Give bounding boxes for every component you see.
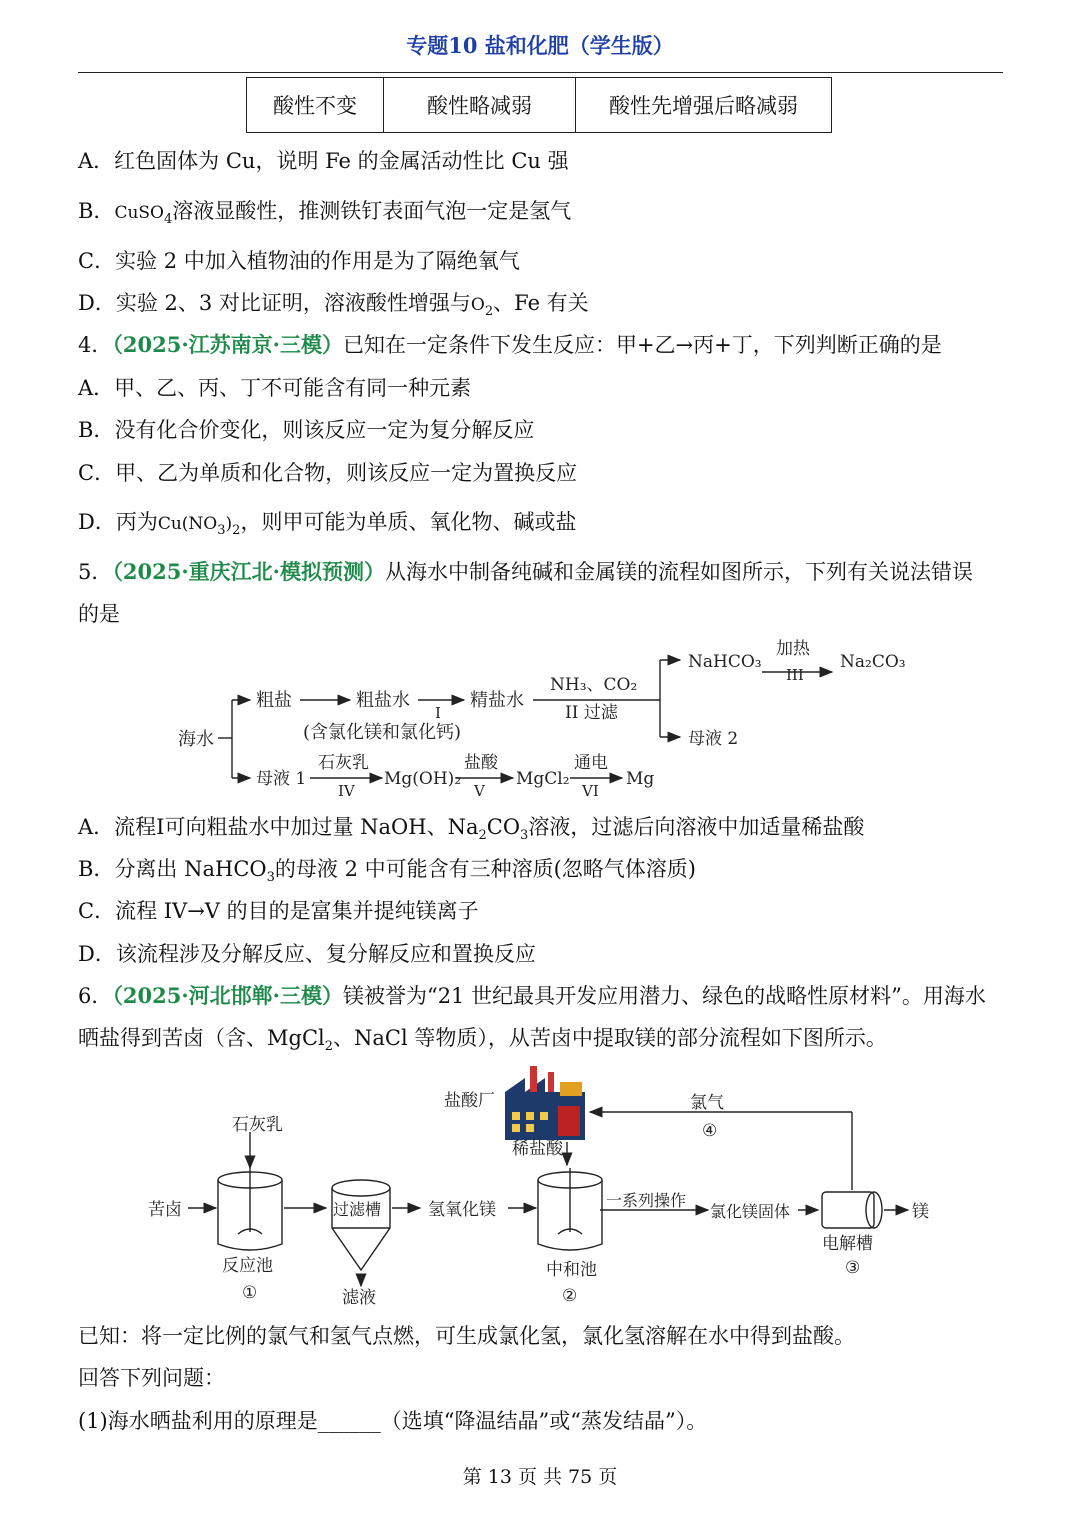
mg-hydroxide-label: 氢氧化镁 xyxy=(428,1200,496,1220)
step-1: I xyxy=(435,704,441,722)
table-cell: 酸性略减弱 xyxy=(384,78,576,133)
factory-label: 盐酸厂 xyxy=(444,1091,495,1111)
node-mg: Mg xyxy=(626,769,655,789)
q6-source: （2025·河北邯郸·三模） xyxy=(112,983,343,1008)
q3-option-c: C．实验 2 中加入植物油的作用是为了隔绝氧气 xyxy=(78,249,520,273)
q4-option-a: A．甲、乙、丙、丁不可能含有同一种元素 xyxy=(78,376,472,400)
step-5: V xyxy=(474,782,485,800)
header-rule xyxy=(78,72,1003,73)
chlorine-label: 氯气 xyxy=(690,1093,724,1113)
step-3-marker: ③ xyxy=(845,1258,861,1278)
step-4-marker: ④ xyxy=(702,1121,718,1141)
q6-known: 已知：将一定比例的氯气和氢气点燃，可生成氯化氢，氯化氢溶解在水中得到盐酸。 xyxy=(78,1324,855,1348)
q4-stem: 4．（2025·江苏南京·三模）已知在一定条件下发生反应：甲+乙→丙+丁，下列判断正确的是 xyxy=(78,332,942,357)
q4-option-b: B．没有化合价变化，则该反应一定为复分解反应 xyxy=(78,418,535,442)
reagents-nh3-co2: NH₃、CO₂ xyxy=(550,675,638,695)
q6-stem-cont: 晒盐得到苦卤（含、MgCl$_2$、NaCl 等物质），从苦卤中提取镁的部分流程如下图所示。 xyxy=(78,1026,887,1055)
page-title: 专题10 盐和化肥（学生版） xyxy=(406,33,674,58)
table-cell: 酸性先增强后略减弱 xyxy=(576,78,832,133)
node-mgoh2: Mg(OH)₂ xyxy=(384,769,462,789)
q5-stem-cont: 的是 xyxy=(78,602,120,626)
mgcl2-solid-label: 氯化镁固体 xyxy=(710,1202,791,1221)
q5-option-a: A．流程Ⅰ可向粗盐水中加过量 NaOH、$Na_2CO_3$溶液，过滤后向溶液中加适量稀盐酸 xyxy=(78,815,865,844)
filter-tank-label: 过滤槽 xyxy=(333,1200,382,1219)
node-crude-brine: 粗盐水 xyxy=(356,690,410,711)
electrolyzer-label: 电解槽 xyxy=(822,1234,873,1254)
node-mgcl2: MgCl₂ xyxy=(516,769,570,789)
page-footer: 第 13 页 共 75 页 xyxy=(462,1466,618,1488)
operations-label: 一系列操作 xyxy=(606,1191,687,1210)
step-6: VI xyxy=(582,782,599,800)
node-mother-liquor-1: 母液 1 xyxy=(256,769,307,789)
node-nahco3: NaHCO₃ xyxy=(688,652,762,672)
magnesium-extraction-diagram xyxy=(0,1060,1080,1310)
q6-subquestion-1: (1)海水晒盐利用的原理是______（选填“降温结晶”或“蒸发结晶”）。 xyxy=(78,1409,708,1433)
step-4: IV xyxy=(338,782,355,800)
impurity-note: (含氯化镁和氯化钙) xyxy=(303,722,462,743)
bittern-label: 苦卤 xyxy=(148,1200,182,1220)
filtrate-label: 滤液 xyxy=(342,1288,376,1308)
q5-option-c: C．流程 IV→V 的目的是富集并提纯镁离子 xyxy=(78,899,479,923)
table-row xyxy=(247,78,832,133)
q3-option-d: D．实验 2、3 对比证明，溶液酸性增强与$O_2$、Fe 有关 xyxy=(78,291,589,320)
node-refined-brine: 精盐水 xyxy=(470,690,524,711)
node-seawater: 海水 xyxy=(178,729,214,750)
node-na2co3: Na₂CO₃ xyxy=(840,652,906,672)
step-1-marker: ① xyxy=(242,1283,258,1303)
q3-option-a: A．红色固体为 Cu，说明 Fe 的金属活动性比 Cu 强 xyxy=(78,149,569,173)
neutralizer-label: 中和池 xyxy=(546,1260,597,1280)
step-2-filter: II 过滤 xyxy=(565,703,618,723)
reactor-label: 反应池 xyxy=(222,1256,273,1276)
electrolysis-label: 通电 xyxy=(574,753,608,773)
step-3: III xyxy=(786,666,804,684)
q4-option-d: D．丙为$Cu(NO_3)_2$，则甲可能为单质、氧化物、碱或盐 xyxy=(78,510,577,539)
hcl-label: 盐酸 xyxy=(464,753,498,773)
lime-label: 石灰乳 xyxy=(318,753,369,773)
table-cell: 酸性不变 xyxy=(247,78,384,133)
node-mother-liquor-2: 母液 2 xyxy=(688,729,739,749)
lime-milk-label: 石灰乳 xyxy=(232,1115,283,1135)
mg-product-label: 镁 xyxy=(912,1202,929,1222)
q5-source: （2025·重庆江北·模拟预测） xyxy=(112,559,385,584)
step-2-marker: ② xyxy=(562,1286,578,1306)
q3-option-b: B．CuSO$_4$溶液显酸性，推测铁钉表面气泡一定是氢气 xyxy=(78,199,572,228)
seawater-flow-diagram xyxy=(0,620,1080,810)
factory-icon xyxy=(505,1066,585,1140)
heat-label: 加热 xyxy=(776,639,810,659)
node-crude-salt: 粗盐 xyxy=(256,690,292,711)
q6-stem: 6．（2025·河北邯郸·三模）镁被誉为“21 世纪最具开发应用潜力、绿色的战略性原材料”。用海水 xyxy=(78,983,986,1008)
q5-option-d: D．该流程涉及分解反应、复分解反应和置换反应 xyxy=(78,942,536,966)
dilute-hcl-label: 稀盐酸 xyxy=(512,1139,563,1159)
q5-stem: 5．（2025·重庆江北·模拟预测）从海水中制备纯碱和金属镁的流程如图所示，下列有关说法错误 xyxy=(78,559,973,584)
q5-option-b: B．分离出 NaHCO$_3$的母液 2 中可能含有三种溶质(忽略气体溶质) xyxy=(78,857,696,886)
result-table xyxy=(246,77,832,133)
q4-option-c: C．甲、乙为单质和化合物，则该反应一定为置换反应 xyxy=(78,461,578,485)
q6-answer-prompt: 回答下列问题： xyxy=(78,1366,225,1390)
q4-source: （2025·江苏南京·三模） xyxy=(112,332,343,357)
answer-blank[interactable]: ______ xyxy=(317,1409,381,1433)
